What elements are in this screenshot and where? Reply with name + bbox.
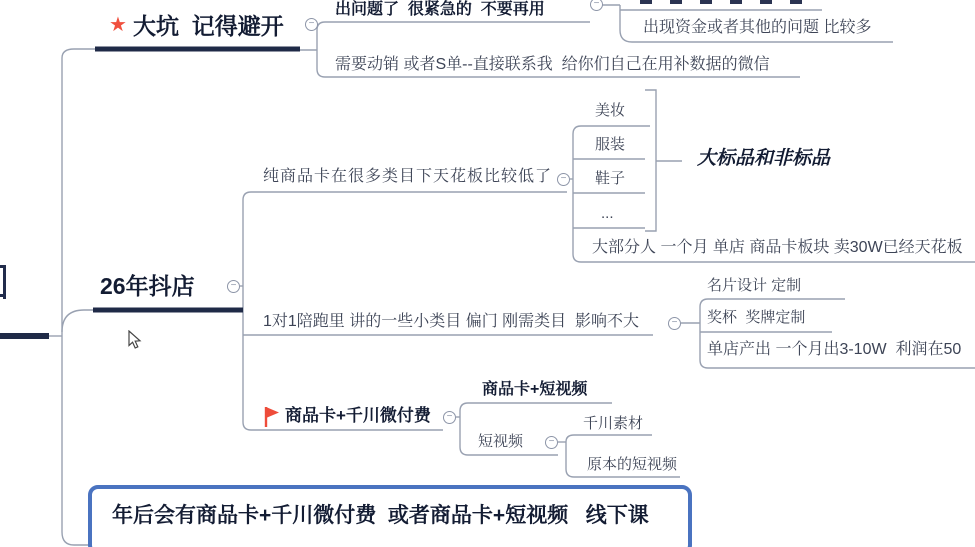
collapse-button-chuwenti[interactable] <box>590 0 603 11</box>
minus-icon: − <box>446 411 453 422</box>
topic-xiezi[interactable]: 鞋子 <box>595 170 626 187</box>
sucai-line <box>566 435 652 442</box>
minus-icon: − <box>560 173 567 184</box>
topic-card-qianchuan[interactable]: 商品卡+千川微付费 <box>285 406 431 425</box>
topic-duanshipin[interactable]: 短视频 <box>478 433 524 450</box>
flag-icon <box>263 405 281 428</box>
topic-dabufen[interactable]: 大部分人 一个月 单店 商品卡板块 卖30W已经天花板 <box>592 239 963 256</box>
bottom-note-text[interactable]: 年后会有商品卡+千川微付费 或者商品卡+短视频 线下课 <box>112 504 649 527</box>
topic-dakeng[interactable]: 大坑 记得避开 <box>133 13 284 39</box>
summary-topic[interactable]: 大标品和非标品 <box>697 148 831 169</box>
topic-fuzhuang[interactable]: 服装 <box>595 136 626 153</box>
dakeng-child1-line <box>317 22 590 50</box>
topic-chuwenti[interactable]: 出问题了 很紧急的 不要再用 <box>335 1 545 18</box>
trunk-top-curve <box>62 49 95 58</box>
collapse-button-cardqc[interactable] <box>443 411 456 424</box>
root-topic-fragment <box>0 294 3 297</box>
minus-icon: − <box>593 0 600 9</box>
chuncard-line <box>243 192 567 286</box>
clipped-node-fragment <box>640 0 810 4</box>
collapse-button-duan[interactable] <box>545 436 558 449</box>
collapse-button-chuncard[interactable] <box>557 173 570 186</box>
minus-icon: − <box>230 280 237 291</box>
topic-card-duanshipin[interactable]: 商品卡+短视频 <box>482 381 588 398</box>
trunk-bottom-curve <box>62 532 88 545</box>
topic-meizhuang[interactable]: 美妆 <box>595 102 626 119</box>
minus-icon: − <box>308 18 315 29</box>
mouse-cursor <box>128 330 144 350</box>
topic-dongxiao[interactable]: 需要动销 或者S单--直接联系我 给你们自己在用补数据的微信 <box>335 56 770 73</box>
topic-mingpian[interactable]: 名片设计 定制 <box>707 277 802 294</box>
root-topic-fragment <box>3 265 6 299</box>
topic-zijin-wenti[interactable]: 出现资金或者其他的问题 比较多 <box>643 19 872 36</box>
topic-yuanben[interactable]: 原本的短视频 <box>587 456 678 473</box>
branch26-curve <box>62 310 93 332</box>
topic-doudian26[interactable]: 26年抖店 <box>100 273 195 299</box>
topic-qianchuan-sucai[interactable]: 千川素材 <box>583 415 644 432</box>
topic-peipao[interactable]: 1对1陪跑里 讲的一些小类目 偏门 刚需类目 影响不大 <box>263 313 640 330</box>
minus-icon: − <box>671 317 678 328</box>
topic-chun-card[interactable]: 纯商品卡在很多类目下天花板比较低了 <box>263 168 553 185</box>
collapse-button-doudian[interactable] <box>227 280 240 293</box>
summary-bracket <box>645 90 656 231</box>
star-icon: ★ <box>109 14 127 36</box>
collapse-button-peipao[interactable] <box>668 317 681 330</box>
topic-dandian[interactable]: 单店产出 一个月出3-10W 利润在50 <box>707 341 962 358</box>
topic-more[interactable]: ... <box>601 205 614 222</box>
collapse-button-dakeng[interactable] <box>305 18 318 31</box>
minus-icon: − <box>548 436 555 447</box>
root-topic-fragment <box>0 265 6 268</box>
topic-jiangbei[interactable]: 奖杯 奖牌定制 <box>707 309 806 326</box>
